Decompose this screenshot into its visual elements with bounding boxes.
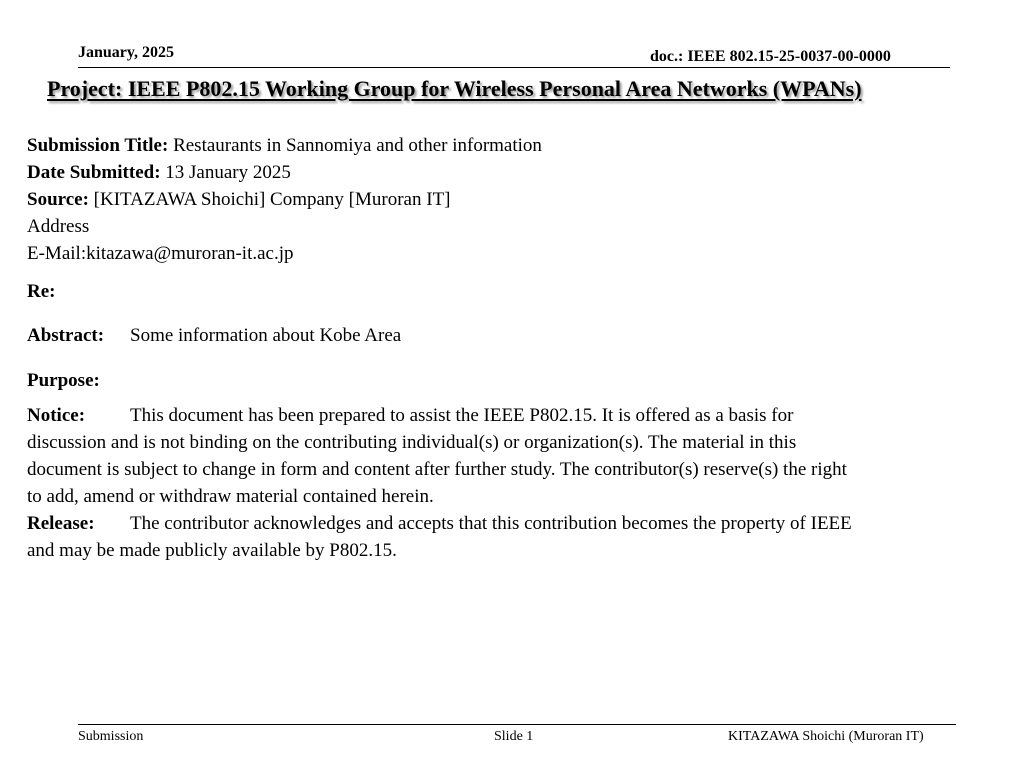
submission-title-label: Submission Title: (27, 135, 169, 156)
footer-author: KITAZAWA Shoichi (Muroran IT) (728, 729, 924, 744)
release-label: Release: (27, 513, 95, 534)
address-line: Address (27, 216, 90, 237)
footer-submission: Submission (78, 729, 144, 744)
re-label: Re: (27, 281, 56, 302)
abstract-label: Abstract: (27, 325, 105, 346)
abstract-section (27, 322, 1017, 349)
header-divider (78, 67, 950, 68)
notice-label: Notice: (27, 405, 86, 426)
abstract-value: Some information about Kobe Area (130, 325, 402, 346)
notice-line-1: This document has been prepared to assist the IEEE P802.15. It is offered as a basis for (130, 405, 794, 426)
date-submitted-line (27, 159, 1017, 186)
notice-line-4: to add, amend or withdraw material contained herein. (27, 486, 434, 507)
source-label: Source: (27, 189, 89, 210)
email-line: E-Mail:kitazawa@muroran-it.ac.jp (27, 243, 294, 264)
footer-slide-number: Slide 1 (494, 729, 534, 744)
date-submitted-value: 13 January 2025 (165, 162, 291, 183)
footer-divider (78, 724, 956, 725)
source-line (27, 186, 1017, 213)
header-date: January, 2025 (78, 44, 175, 61)
release-line-1: The contributor acknowledges and accepts that this contribution becomes the property of IEEE (130, 513, 852, 534)
notice-line-3: document is subject to change in form and content after further study. The contributor(s) reserve(s) the right (27, 459, 847, 480)
release-line-1-wrap (27, 510, 1017, 537)
project-title: Project: IEEE P802.15 Working Group for Wireless Personal Area Networks (WPANs) (47, 76, 862, 101)
source-value: [KITAZAWA Shoichi] Company [Muroran IT] (93, 189, 451, 210)
purpose-section (27, 367, 1017, 394)
submission-info (27, 132, 1017, 267)
submission-title-line (27, 132, 1017, 159)
notice-line-2: discussion and is not binding on the contributing individual(s) or organization(s). The material in this (27, 432, 797, 453)
re-section (27, 278, 1017, 305)
release-line-2: and may be made publicly available by P802.15. (27, 540, 397, 561)
header-doc-id: doc.: IEEE 802.15-25-0037-00-0000 (650, 48, 891, 65)
date-submitted-label: Date Submitted: (27, 162, 161, 183)
notice-section (27, 402, 1017, 564)
submission-title-value: Restaurants in Sannomiya and other information (173, 135, 542, 156)
purpose-label: Purpose: (27, 370, 100, 391)
